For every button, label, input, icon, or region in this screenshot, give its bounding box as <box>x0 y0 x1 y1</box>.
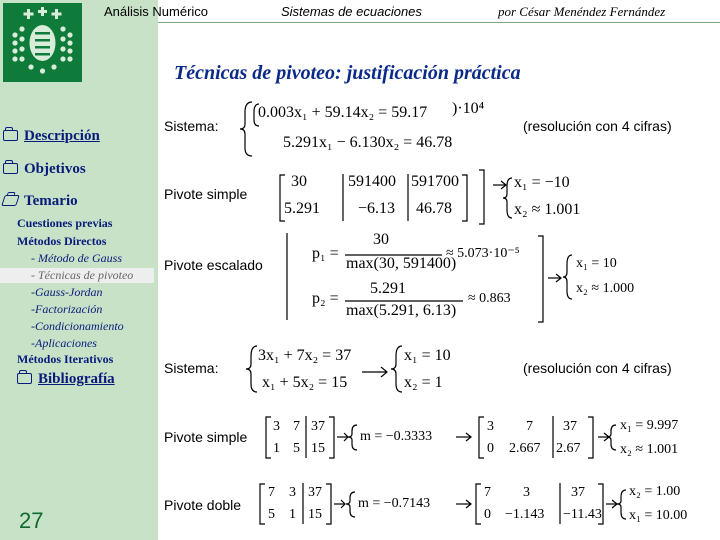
system1-scale-factor: )·10⁴ <box>452 100 485 117</box>
pd-b11: 7 <box>484 485 491 500</box>
chapter-name: Sistemas de ecuaciones <box>281 4 422 19</box>
pe-p2-numerator: 5.291 <box>370 280 406 297</box>
ps2-result-x1: x₁ = 9.997 <box>620 418 679 433</box>
pd-a12: 3 <box>289 485 296 500</box>
ps2-b13: 37 <box>563 419 577 434</box>
pd-b22: −1.143 <box>505 507 545 522</box>
nav-bibliografia-label: Bibliografía <box>38 371 115 387</box>
nav-metodo-gauss[interactable]: - Método de Gauss <box>31 251 122 265</box>
ps2-b21: 0 <box>487 441 494 456</box>
label-sistema-1: Sistema: <box>164 118 219 134</box>
ps2-b12: 7 <box>526 419 533 434</box>
system2-solution-x2: x₂ = 1 <box>404 374 443 391</box>
nav-metodos-iterativos[interactable]: Métodos Iterativos <box>17 352 114 366</box>
system1-row1: 0.003x₁ + 59.14x₂ = 59.17 <box>258 104 428 121</box>
slide-title: Técnicas de pivoteo: justificación práctica <box>174 62 521 84</box>
ps2-a13: 37 <box>311 419 325 434</box>
nav-tecnicas-pivoteo[interactable]: - Técnicas de pivoteo <box>0 268 154 283</box>
pd-b13: 37 <box>571 485 585 500</box>
ps1-m13: 591700 <box>411 173 459 190</box>
nav-factorizacion[interactable]: -Factorización <box>31 302 103 316</box>
ps2-a22: 5 <box>293 441 300 456</box>
pe-p2-denominator: max(5.291, 6.13) <box>346 302 457 319</box>
pd-b23: −11.43 <box>563 507 602 522</box>
pd-result-x1: x₁ = 10.00 <box>629 508 688 523</box>
ps1-m22: −6.13 <box>358 200 396 217</box>
ps2-result-x2: x₂ ≈ 1.001 <box>620 442 679 457</box>
ps1-result-x2: x₂ ≈ 1.001 <box>514 201 581 218</box>
pe-result-x1: x₁ = 10 <box>576 256 617 271</box>
ps2-a23: 15 <box>311 441 325 456</box>
ps2-b11: 3 <box>487 419 494 434</box>
label-resolucion-2: (resolución con 4 cifras) <box>523 360 672 376</box>
label-resolucion-1: (resolución con 4 cifras) <box>523 118 672 134</box>
nav-descripcion-label: Descripción <box>24 128 100 144</box>
pe-p1-value: ≈ 5.073·10⁻⁵ <box>446 246 520 261</box>
system2-solution-x1: x₁ = 10 <box>404 347 451 364</box>
ps2-a11: 3 <box>273 419 280 434</box>
label-pivote-doble: Pivote doble <box>164 497 242 513</box>
label-sistema-2: Sistema: <box>164 360 219 376</box>
pd-multiplier: m = −0.7143 <box>358 496 431 511</box>
label-pivote-escalado: Pivote escalado <box>164 257 263 273</box>
pe-p2-label: p₂ = <box>312 290 339 307</box>
pd-a23: 15 <box>308 507 322 522</box>
nav-objetivos-label: Objetivos <box>24 161 86 177</box>
pd-a22: 1 <box>289 507 296 522</box>
ps1-m12: 591400 <box>348 173 396 190</box>
pd-b12: 3 <box>523 485 530 500</box>
pd-a21: 5 <box>268 507 275 522</box>
ps2-a12: 7 <box>293 419 300 434</box>
page-number: 27 <box>19 508 44 533</box>
nav-condicionamiento[interactable]: -Condicionamiento <box>31 319 124 333</box>
pe-p2-value: ≈ 0.863 <box>468 291 511 306</box>
ps2-a21: 1 <box>273 441 280 456</box>
pe-p1-numerator: 30 <box>373 231 389 248</box>
nav-temario-label: Temario <box>24 193 78 209</box>
course-name: Análisis Numérico <box>104 4 209 19</box>
pd-a13: 37 <box>308 485 322 500</box>
nav-metodos-directos[interactable]: Métodos Directos <box>17 234 107 248</box>
ps1-m11: 30 <box>291 173 307 190</box>
system1-row2: 5.291x₁ − 6.130x₂ = 46.78 <box>283 134 453 151</box>
pe-p1-denominator: max(30, 591400) <box>346 255 457 272</box>
system2-row2: x₁ + 5x₂ = 15 <box>262 374 348 391</box>
ps2-multiplier: m = −0.3333 <box>360 429 433 444</box>
pd-b21: 0 <box>484 507 491 522</box>
ps2-b22: 2.667 <box>509 441 541 456</box>
ps1-m21: 5.291 <box>284 200 320 217</box>
nav-cuestiones-previas[interactable]: Cuestiones previas <box>17 216 113 230</box>
pd-a11: 7 <box>268 485 275 500</box>
ps1-result-x1: x₁ = −10 <box>514 174 570 191</box>
pe-result-x2: x₂ ≈ 1.000 <box>576 281 635 296</box>
pd-result-x2: x₂ = 1.00 <box>629 484 681 499</box>
nav-gauss-jordan[interactable]: -Gauss-Jordan <box>31 285 103 299</box>
system2-row1: 3x₁ + 7x₂ = 37 <box>258 347 352 364</box>
label-pivote-simple-2: Pivote simple <box>164 429 248 445</box>
nav-aplicaciones[interactable]: -Aplicaciones <box>31 336 97 350</box>
label-pivote-simple-1: Pivote simple <box>164 186 248 202</box>
pe-p1-label: p₁ = <box>312 245 339 262</box>
ps1-m23: 46.78 <box>416 200 452 217</box>
ps2-b23: 2.67 <box>556 441 581 456</box>
author-name: por César Menéndez Fernández <box>498 4 666 19</box>
